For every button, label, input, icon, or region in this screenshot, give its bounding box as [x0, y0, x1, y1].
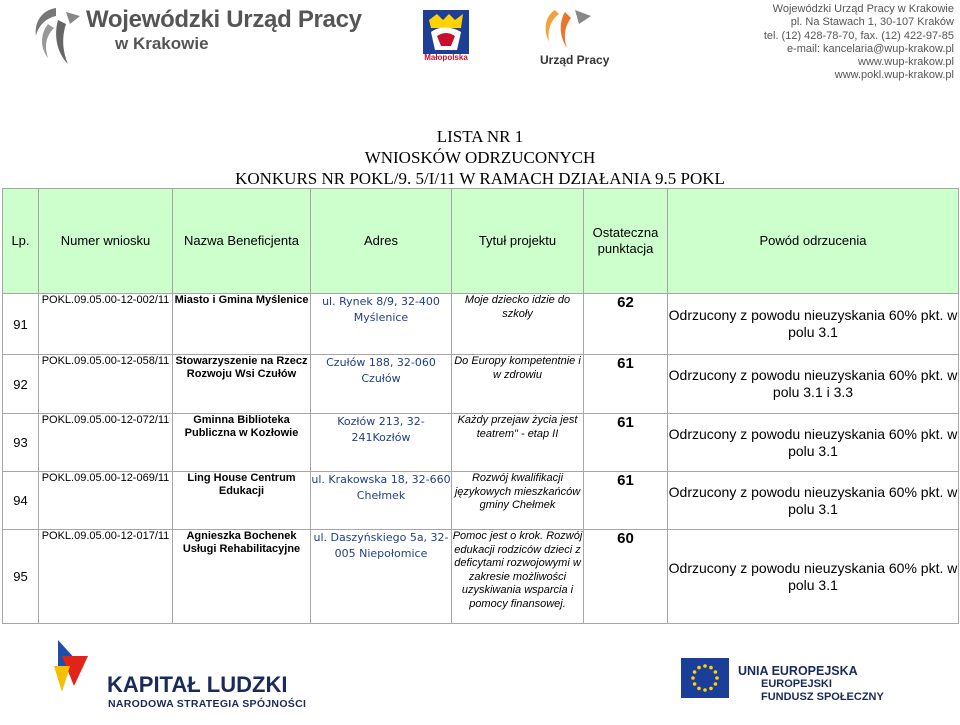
cell-lp: 93: [3, 414, 39, 472]
cell-numer: POKL.09.05.00-12-017/11: [39, 530, 173, 624]
header-tytul-projektu: Tytuł projektu: [452, 189, 584, 294]
eu-label-line3: FUNDUSZ SPOŁECZNY: [761, 691, 884, 703]
contact-website: www.pokl.wup-krakow.pl: [834, 69, 954, 82]
cell-lp: 92: [3, 355, 39, 414]
cell-adres: ul. Daszyńskiego 5a, 32-005 Niepołomice: [311, 530, 452, 624]
header-powod-odrzucenia: Powód odrzucenia: [668, 189, 959, 294]
contact-line: tel. (12) 428-78-70, fax. (12) 422-97-85: [763, 29, 954, 42]
cell-numer: POKL.09.05.00-12-058/11: [39, 355, 173, 414]
table-header-row: [3, 189, 959, 294]
cell-powod: Odrzucony z powodu nieuzyskania 60% pkt. w polu 3.1: [668, 294, 959, 355]
kapital-ludzki-subtitle: NARODOWA STRATEGIA SPÓJNOŚCI: [108, 698, 307, 710]
cell-adres: Czułów 188, 32-060 Czułów: [311, 355, 452, 414]
cell-powod: Odrzucony z powodu nieuzyskania 60% pkt. w polu 3.1: [668, 472, 959, 530]
header-ostateczna-punktacja: Ostateczna punktacja: [584, 189, 668, 294]
cell-nazwa: Ling House Centrum Edukacji: [173, 472, 311, 530]
org-name: Wojewódzki Urząd Pracy: [86, 6, 362, 33]
cell-adres: ul. Krakowska 18, 32-660 Chełmek: [311, 472, 452, 530]
cell-powod: Odrzucony z powodu nieuzyskania 60% pkt. w polu 3.1: [668, 530, 959, 624]
cell-nazwa: Agnieszka Bochenek Usługi Rehabilitacyjne: [173, 530, 311, 624]
eu-flag-icon: [681, 658, 729, 698]
document-title: [0, 126, 960, 189]
cell-numer: POKL.09.05.00-12-002/11: [39, 294, 173, 355]
cell-adres: ul. Rynek 8/9, 32-400 Myślenice: [311, 294, 452, 355]
contact-line: pl. Na Stawach 1, 30-107 Kraków: [790, 16, 954, 29]
cell-punktacja: 62: [584, 294, 668, 355]
cell-punktacja: 60: [584, 530, 668, 624]
header-adres: Adres: [311, 189, 452, 294]
cell-powod: Odrzucony z powodu nieuzyskania 60% pkt. w polu 3.1: [668, 414, 959, 472]
eu-label-line1: UNIA EUROPEJSKA: [738, 664, 858, 678]
header-numer-wniosku: Numer wniosku: [39, 189, 173, 294]
contact-block: [764, 3, 954, 83]
cell-tytul: Rozwój kwalifikacji językowych mieszkańców gminy Chełmek: [452, 472, 584, 530]
org-city: w Krakowie: [115, 34, 209, 53]
header-nazwa-beneficjenta: Nazwa Beneficjenta: [173, 189, 311, 294]
contact-email: e-mail: kancelaria@wup-krakow.pl: [786, 42, 954, 55]
cell-nazwa: Gminna Biblioteka Publiczna w Kozłowie: [173, 414, 311, 472]
contact-line: Wojewódzki Urząd Pracy w Krakowie: [772, 3, 954, 15]
cell-numer: POKL.09.05.00-12-072/11: [39, 414, 173, 472]
table-row: [3, 355, 959, 414]
cell-punktacja: 61: [584, 414, 668, 472]
header-lp: Lp.: [3, 189, 39, 294]
eu-label-line2: EUROPEJSKI: [761, 678, 832, 690]
kapital-ludzki-title: KAPITAŁ LUDZKI: [107, 672, 288, 697]
cell-adres: Kozłów 213, 32-241Kozłów: [311, 414, 452, 472]
cell-lp: 91: [3, 294, 39, 355]
title-line: WNIOSKÓW ODRZUCONYCH: [364, 148, 596, 167]
cell-punktacja: 61: [584, 355, 668, 414]
table-row: [3, 414, 959, 472]
kapital-ludzki-logo-icon: [48, 636, 94, 696]
table-row: [3, 472, 959, 530]
cell-lp: 94: [3, 472, 39, 530]
table-row: [3, 294, 959, 355]
cell-punktacja: 61: [584, 472, 668, 530]
cell-tytul: Pomoc jest o krok. Rozwój edukacji rodziców dzieci z deficytami rozwojowymi w zakresie możliwości uzyskiwania wsparcia i pomocy finansowej.: [452, 530, 584, 624]
table-row: [3, 530, 959, 624]
cell-powod: Odrzucony z powodu nieuzyskania 60% pkt. w polu 3.1 i 3.3: [668, 355, 959, 414]
urzad-pracy-label: Urząd Pracy: [540, 53, 610, 67]
cell-numer: POKL.09.05.00-12-069/11: [39, 472, 173, 530]
rejected-applications-table: [2, 188, 959, 624]
title-line: LISTA NR 1: [436, 127, 524, 146]
cell-nazwa: Miasto i Gmina Myślenice: [173, 294, 311, 355]
cell-tytul: Moje dziecko idzie do szkoły: [452, 294, 584, 355]
cell-lp: 95: [3, 530, 39, 624]
cell-nazwa: Stowarzyszenie na Rzecz Rozwoju Wsi Czułów: [173, 355, 311, 414]
cell-tytul: Każdy przejaw życia jest teatrem" - etap II: [452, 414, 584, 472]
contact-website: www.wup-krakow.pl: [858, 56, 954, 69]
wup-logo-icon: [26, 2, 84, 72]
cell-tytul: Do Europy kompetentnie i w zdrowiu: [452, 355, 584, 414]
malopolska-label: Małopolska: [424, 53, 468, 62]
title-line: KONKURS NR POKL/9. 5/I/11 W RAMACH DZIAŁANIA 9.5 POKL: [235, 169, 725, 188]
